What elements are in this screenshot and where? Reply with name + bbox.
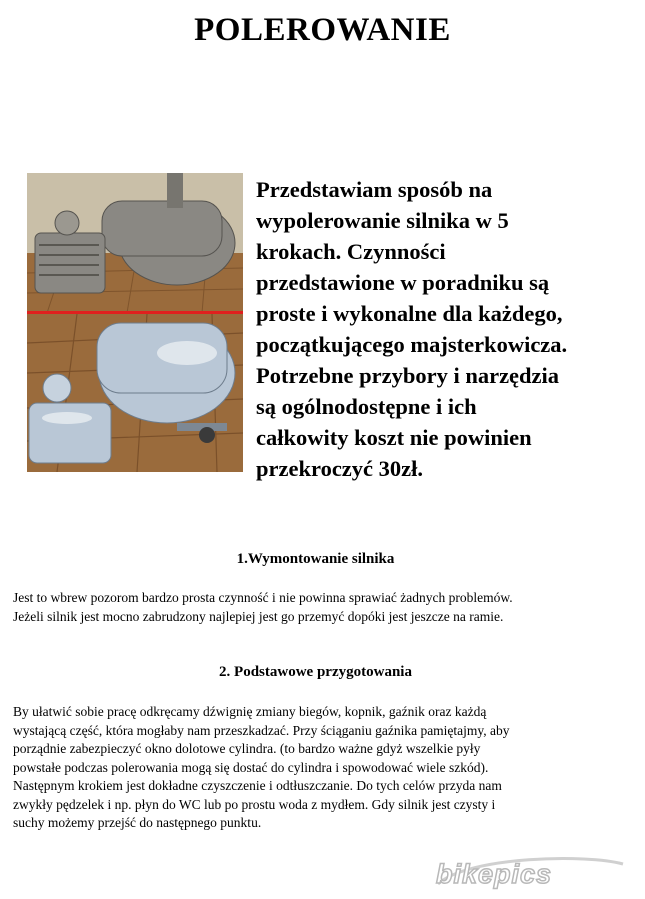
text-line: porządnie zabezpieczyć okno dolotowe cylindra. (to bardzo ważne gdyż wszelkie pyły <box>13 741 481 756</box>
bikepics-watermark <box>428 850 628 894</box>
intro-line: proste i wykonalne dla każdego, <box>256 301 563 326</box>
intro-paragraph <box>256 174 636 484</box>
text-line: Jest to wbrew pozorom bardzo prosta czynność i nie powinna sprawiać żadnych problemów. <box>13 590 513 605</box>
page-title: POLEROWANIE <box>194 12 451 48</box>
section-text-2 <box>13 703 638 833</box>
text-line: wystającą część, która mogłaby nam przeszkadzać. Przy ściąganiu gaźnika pamiętajmy, aby <box>13 722 510 738</box>
text-line: zwykły pędzelek i np. płyn do WC lub po prostu woda z mydłem. Gdy silnik jest czysty i <box>13 796 496 812</box>
text-line: powstałe podczas polerowania mogą się dostać do cylindra i spowodować wiele szkód). <box>13 759 489 775</box>
text-line: Następnym krokiem jest dokładne czyszczenie i odtłuszczanie. Do tych celów przyda nam <box>13 778 502 793</box>
text-line: By ułatwić sobie pracę odkręcamy dźwignię zmiany biegów, kopnik, gaźnik oraz każdą <box>13 704 487 719</box>
intro-line: Przedstawiam sposób na <box>256 177 493 202</box>
intro-line: początkującego majsterkowicza. <box>256 332 568 357</box>
section-heading-2: 2. Podstawowe przygotowania <box>219 664 412 680</box>
intro-line: są ogólnodostępne i ich <box>256 394 477 419</box>
watermark-text: bikepics <box>436 859 553 889</box>
intro-line: przedstawione w poradniku są <box>256 270 550 295</box>
engine-photo <box>27 173 243 472</box>
intro-line: krokach. Czynności <box>256 239 446 264</box>
section-heading-1: 1.Wymontowanie silnika <box>236 551 395 567</box>
text-line: Jeżeli silnik jest mocno zabrudzony najlepiej jest go przemyć dopóki jest jeszcze na ramie. <box>13 608 504 624</box>
intro-line: wypolerowanie silnika w 5 <box>256 208 509 233</box>
intro-line: Potrzebne przybory i narzędzia <box>256 363 560 388</box>
intro-line: przekroczyć 30zł. <box>256 456 424 481</box>
intro-line: całkowity koszt nie powinien <box>256 425 532 450</box>
text-line: suchy możemy przejść do następnego punktu. <box>13 815 262 830</box>
section-text-1 <box>13 589 638 626</box>
